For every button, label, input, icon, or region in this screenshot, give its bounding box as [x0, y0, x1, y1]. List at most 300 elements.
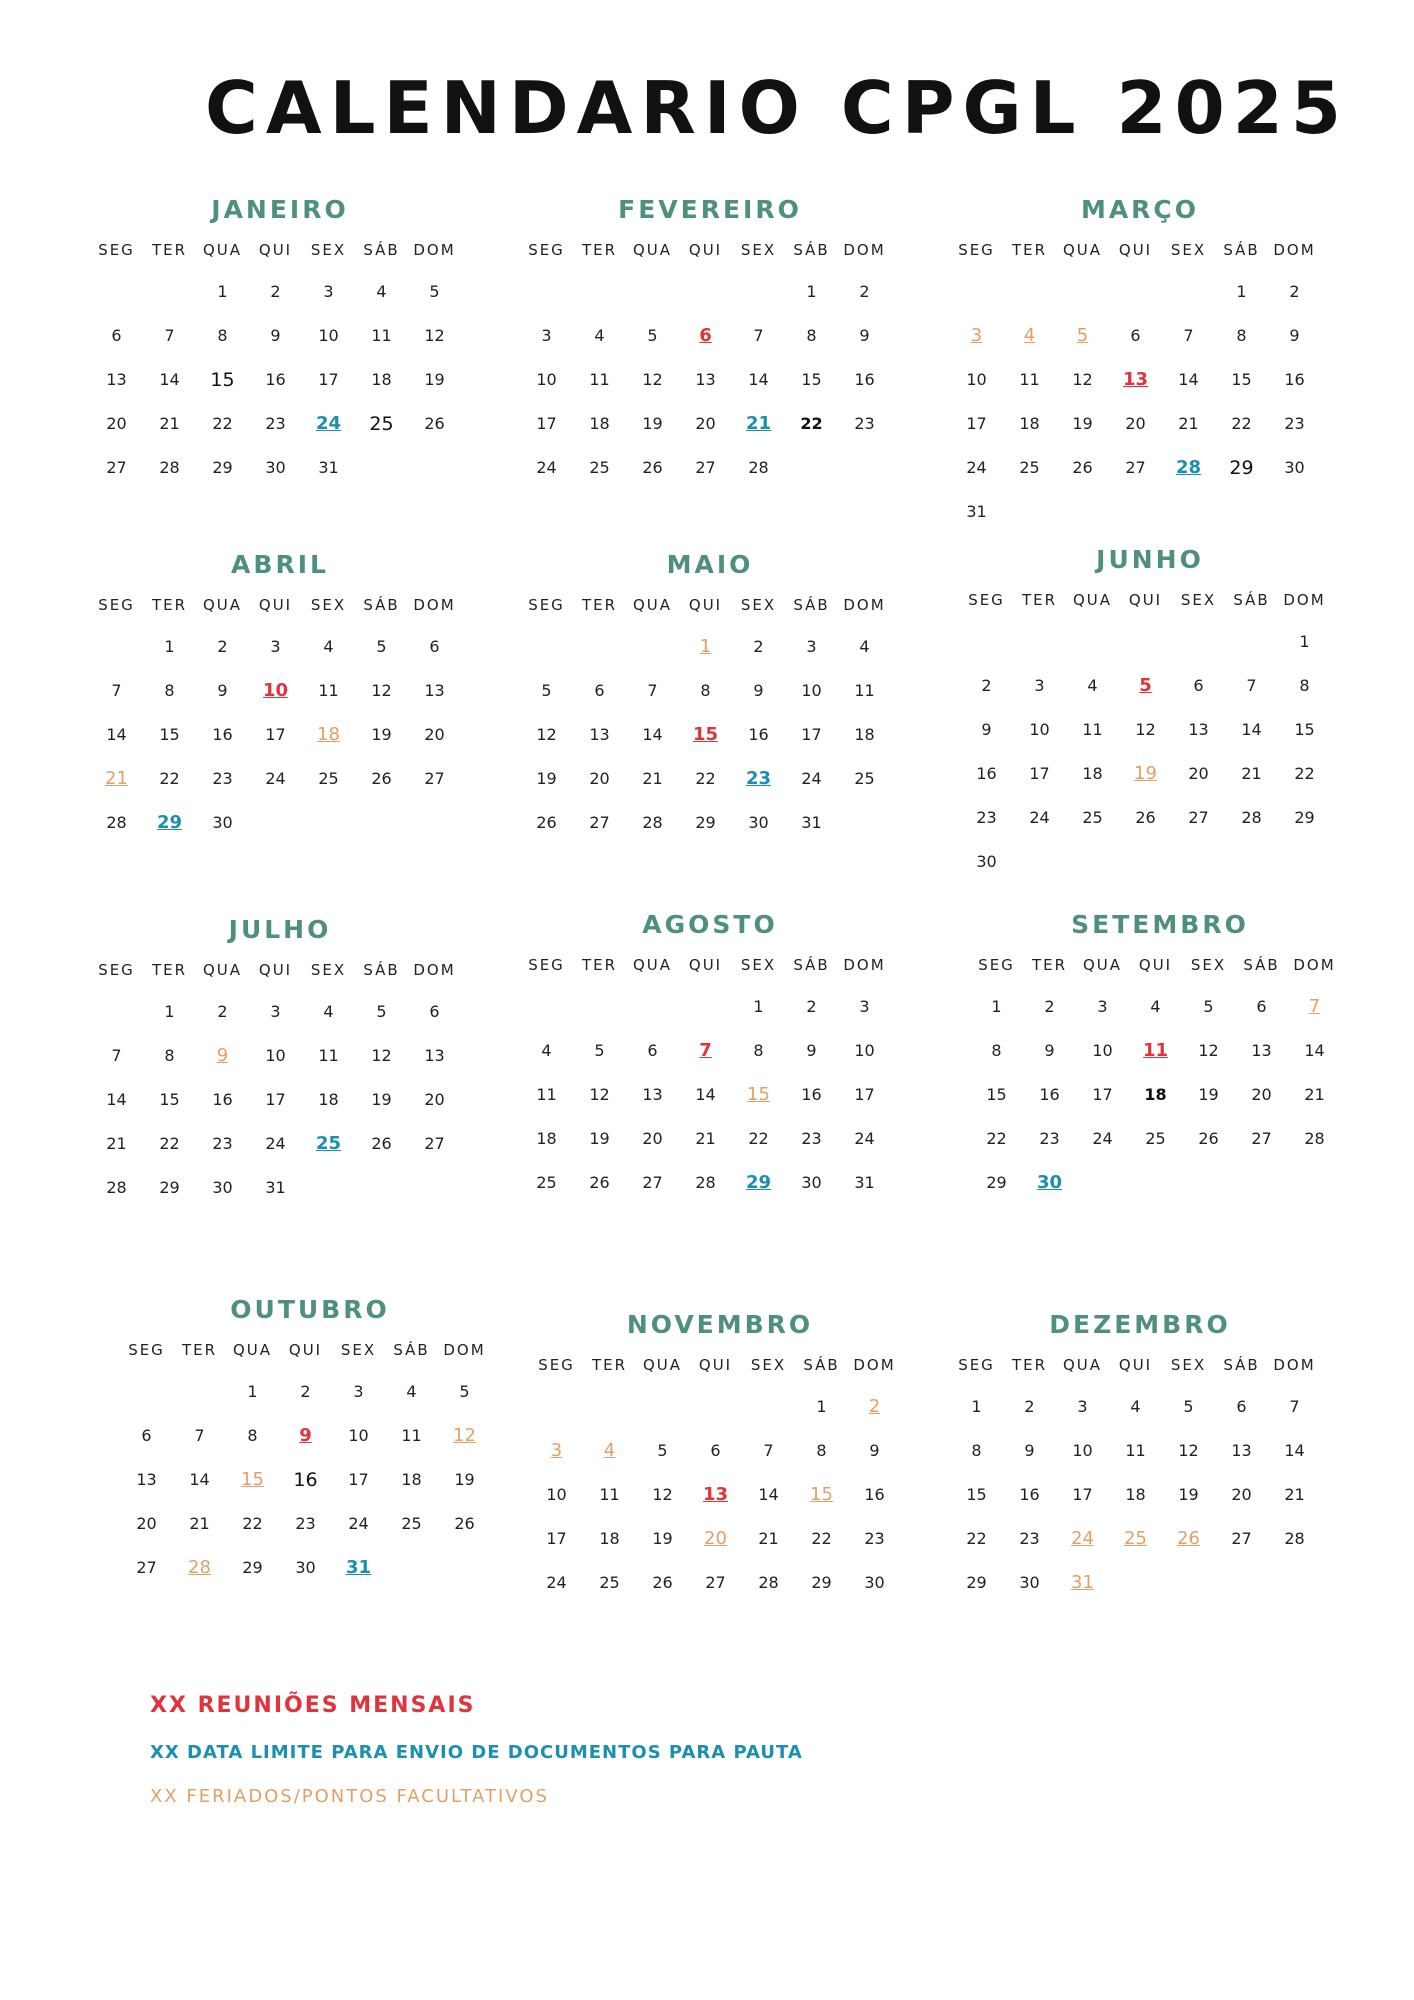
weekday-header: SEX [740, 596, 777, 614]
empty-cell [732, 270, 785, 314]
day-cell: 6 [111, 326, 122, 345]
day-cell: 17 [536, 414, 557, 433]
day-cell: 30 [1019, 1573, 1040, 1592]
day-cell: 29 [1229, 457, 1254, 479]
day-cell-deadline: 28 [1175, 457, 1202, 478]
day-cell: 7 [763, 1441, 774, 1460]
day-cell: 22 [159, 1134, 180, 1153]
day-cell: 14 [1178, 370, 1199, 389]
month-grid [90, 950, 470, 1210]
weekday-header: SÁB [1243, 956, 1280, 974]
day-cell: 9 [859, 326, 870, 345]
day-cell: 11 [1019, 370, 1040, 389]
weekday-header: SEX [1170, 241, 1207, 259]
day-cell: 21 [159, 414, 180, 433]
day-cell-holiday: 2 [868, 1396, 881, 1417]
month-grid [520, 945, 900, 1205]
day-cell: 28 [1304, 1129, 1325, 1148]
day-cell: 29 [159, 1178, 180, 1197]
legend-deadlines: XX DATA LIMITE PARA ENVIO DE DOCUMENTOS PARA PAUTA [150, 1742, 803, 1763]
day-cell: 5 [1203, 997, 1214, 1016]
weekday-header: DOM [843, 596, 886, 614]
weekday-header: QUA [232, 1341, 273, 1359]
day-cell: 18 [401, 1470, 422, 1489]
day-cell: 25 [401, 1514, 422, 1533]
day-cell: 8 [1299, 676, 1310, 695]
day-cell: 20 [1231, 1485, 1252, 1504]
day-cell: 13 [424, 1046, 445, 1065]
weekday-header: QUI [698, 1356, 733, 1374]
day-cell-meeting: 13 [702, 1484, 729, 1505]
day-cell: 1 [164, 1002, 175, 1021]
day-cell: 28 [695, 1173, 716, 1192]
weekday-header: TER [581, 596, 618, 614]
day-cell: 20 [1251, 1085, 1272, 1104]
day-cell: 26 [1072, 458, 1093, 477]
day-cell: 29 [242, 1558, 263, 1577]
day-cell: 2 [806, 997, 817, 1016]
day-cell: 27 [106, 458, 127, 477]
day-cell: 9 [981, 720, 992, 739]
weekday-header: QUI [258, 961, 293, 979]
day-cell: 11 [1082, 720, 1103, 739]
month-marco [950, 190, 1330, 534]
empty-cell [520, 270, 573, 314]
empty-cell [636, 1385, 689, 1429]
day-cell: 14 [189, 1470, 210, 1489]
day-cell: 5 [594, 1041, 605, 1060]
day-cell: 26 [1135, 808, 1156, 827]
day-cell-meeting: 9 [299, 1425, 312, 1446]
day-cell-meeting: 7 [699, 1040, 712, 1061]
day-cell: 1 [247, 1382, 258, 1401]
weekday-header: TER [1031, 956, 1068, 974]
day-cell: 11 [371, 326, 392, 345]
weekday-header: QUA [1062, 241, 1103, 259]
day-cell: 22 [800, 414, 823, 433]
day-cell: 20 [136, 1514, 157, 1533]
empty-cell [90, 625, 143, 669]
day-cell: 30 [801, 1173, 822, 1192]
day-cell: 31 [966, 502, 987, 521]
day-cell: 3 [541, 326, 552, 345]
day-cell: 24 [854, 1129, 875, 1148]
day-cell: 4 [376, 282, 387, 301]
day-cell: 1 [1299, 632, 1310, 651]
weekday-header: TER [581, 241, 618, 259]
day-cell: 20 [106, 414, 127, 433]
day-cell: 1 [816, 1397, 827, 1416]
day-cell: 20 [695, 414, 716, 433]
day-cell: 21 [189, 1514, 210, 1533]
day-cell: 23 [801, 1129, 822, 1148]
weekday-header: QUI [1128, 591, 1163, 609]
empty-cell [1013, 620, 1066, 664]
day-cell: 2 [217, 637, 228, 656]
day-cell: 13 [589, 725, 610, 744]
weekday-header: QUA [1062, 1356, 1103, 1374]
weekday-header: SEG [128, 1341, 165, 1359]
weekday-header: DOM [843, 956, 886, 974]
day-cell: 20 [424, 1090, 445, 1109]
empty-cell [583, 1385, 636, 1429]
day-cell: 30 [212, 813, 233, 832]
day-cell: 30 [976, 852, 997, 871]
day-cell: 25 [369, 413, 394, 435]
day-cell: 16 [854, 370, 875, 389]
day-cell: 16 [265, 370, 286, 389]
day-cell: 18 [371, 370, 392, 389]
day-cell-holiday: 25 [1124, 1528, 1147, 1549]
day-cell: 14 [695, 1085, 716, 1104]
day-cell: 24 [536, 458, 557, 477]
day-cell: 25 [1145, 1129, 1166, 1148]
day-cell: 2 [1024, 1397, 1035, 1416]
day-cell: 31 [854, 1173, 875, 1192]
day-cell-deadline: 29 [156, 812, 183, 833]
day-cell: 7 [1183, 326, 1194, 345]
month-grid [950, 230, 1330, 534]
day-cell: 20 [642, 1129, 663, 1148]
day-cell-holiday: 7 [1308, 996, 1321, 1017]
day-cell: 19 [371, 1090, 392, 1109]
day-cell: 26 [371, 769, 392, 788]
day-cell-holiday: 1 [699, 636, 712, 657]
weekday-header: TER [1011, 241, 1048, 259]
day-cell: 8 [164, 681, 175, 700]
day-cell: 6 [141, 1426, 152, 1445]
month-outubro [120, 1290, 500, 1590]
day-cell: 23 [1019, 1529, 1040, 1548]
day-cell: 12 [536, 725, 557, 744]
month-grid [520, 585, 900, 845]
day-cell: 11 [599, 1485, 620, 1504]
day-cell: 11 [318, 681, 339, 700]
day-cell: 23 [265, 414, 286, 433]
weekday-header: SEG [978, 956, 1015, 974]
day-cell: 8 [247, 1426, 258, 1445]
weekday-header: DOM [853, 1356, 896, 1374]
month-grid [950, 1345, 1330, 1605]
day-cell: 24 [1029, 808, 1050, 827]
day-cell: 8 [753, 1041, 764, 1060]
day-cell: 6 [429, 637, 440, 656]
weekday-header: TER [151, 241, 188, 259]
empty-cell [679, 270, 732, 314]
day-cell: 29 [695, 813, 716, 832]
day-cell: 18 [854, 725, 875, 744]
day-cell-holiday: 5 [1076, 325, 1089, 346]
empty-cell [626, 270, 679, 314]
day-cell: 25 [589, 458, 610, 477]
empty-cell [1172, 620, 1225, 664]
empty-cell [1003, 270, 1056, 314]
day-cell-holiday: 4 [603, 1440, 616, 1461]
day-cell: 10 [801, 681, 822, 700]
day-cell: 16 [293, 1469, 318, 1491]
day-cell: 1 [991, 997, 1002, 1016]
day-cell: 17 [1072, 1485, 1093, 1504]
day-cell-deadline: 23 [745, 768, 772, 789]
day-cell: 3 [270, 637, 281, 656]
day-cell: 22 [159, 769, 180, 788]
day-cell: 27 [136, 1558, 157, 1577]
day-cell: 10 [546, 1485, 567, 1504]
weekday-header: SEG [528, 596, 565, 614]
day-cell: 25 [1019, 458, 1040, 477]
day-cell-meeting: 10 [262, 680, 289, 701]
weekday-header: TER [181, 1341, 218, 1359]
weekday-header: SEX [750, 1356, 787, 1374]
day-cell: 27 [1125, 458, 1146, 477]
weekday-header: SEG [528, 956, 565, 974]
empty-cell [742, 1385, 795, 1429]
day-cell: 19 [642, 414, 663, 433]
day-cell: 3 [323, 282, 334, 301]
month-name: MAIO [666, 550, 754, 579]
day-cell: 27 [1188, 808, 1209, 827]
day-cell: 18 [589, 414, 610, 433]
day-cell: 17 [265, 725, 286, 744]
day-cell: 26 [1198, 1129, 1219, 1148]
day-cell: 10 [966, 370, 987, 389]
day-cell: 11 [854, 681, 875, 700]
month-setembro [970, 905, 1350, 1205]
day-cell: 27 [695, 458, 716, 477]
day-cell: 27 [424, 769, 445, 788]
weekday-header: SEG [98, 241, 135, 259]
day-cell: 28 [758, 1573, 779, 1592]
month-grid [90, 585, 470, 845]
weekday-header: SEX [310, 596, 347, 614]
day-cell-holiday: 19 [1134, 763, 1157, 784]
day-cell: 11 [318, 1046, 339, 1065]
day-cell: 7 [111, 681, 122, 700]
day-cell: 10 [1072, 1441, 1093, 1460]
day-cell: 14 [758, 1485, 779, 1504]
day-cell: 7 [164, 326, 175, 345]
day-cell: 24 [801, 769, 822, 788]
day-cell: 12 [642, 370, 663, 389]
weekday-header: TER [151, 961, 188, 979]
day-cell: 23 [854, 414, 875, 433]
day-cell: 17 [854, 1085, 875, 1104]
day-cell: 23 [1284, 414, 1305, 433]
month-janeiro [90, 190, 470, 490]
empty-cell [90, 270, 143, 314]
day-cell: 11 [1125, 1441, 1146, 1460]
day-cell: 21 [1284, 1485, 1305, 1504]
day-cell: 15 [801, 370, 822, 389]
day-cell: 28 [748, 458, 769, 477]
empty-cell [1066, 620, 1119, 664]
day-cell: 12 [589, 1085, 610, 1104]
day-cell: 3 [1077, 1397, 1088, 1416]
day-cell: 1 [1236, 282, 1247, 301]
day-cell: 15 [1294, 720, 1315, 739]
day-cell: 14 [1304, 1041, 1325, 1060]
weekday-header: SEX [740, 956, 777, 974]
weekday-header: SÁB [1223, 241, 1260, 259]
day-cell: 12 [371, 1046, 392, 1065]
day-cell: 20 [589, 769, 610, 788]
day-cell: 5 [647, 326, 658, 345]
day-cell-holiday: 28 [188, 1557, 211, 1578]
day-cell: 2 [300, 1382, 311, 1401]
day-cell: 15 [159, 1090, 180, 1109]
day-cell: 7 [647, 681, 658, 700]
day-cell: 7 [753, 326, 764, 345]
day-cell: 16 [748, 725, 769, 744]
day-cell: 24 [1092, 1129, 1113, 1148]
day-cell: 29 [1294, 808, 1315, 827]
day-cell: 6 [1256, 997, 1267, 1016]
weekday-header: SÁB [793, 596, 830, 614]
day-cell: 17 [1092, 1085, 1113, 1104]
day-cell: 27 [589, 813, 610, 832]
day-cell: 2 [859, 282, 870, 301]
day-cell: 22 [695, 769, 716, 788]
day-cell: 27 [705, 1573, 726, 1592]
weekday-header: SEX [740, 241, 777, 259]
day-cell: 14 [1241, 720, 1262, 739]
day-cell: 6 [594, 681, 605, 700]
day-cell: 10 [318, 326, 339, 345]
day-cell: 18 [1082, 764, 1103, 783]
day-cell: 1 [164, 637, 175, 656]
day-cell: 9 [869, 1441, 880, 1460]
day-cell: 27 [642, 1173, 663, 1192]
weekday-header: TER [1021, 591, 1058, 609]
day-cell: 22 [811, 1529, 832, 1548]
day-cell: 8 [816, 1441, 827, 1460]
day-cell: 13 [695, 370, 716, 389]
legend-holidays: XX FERIADOS/PONTOS FACULTATIVOS [150, 1786, 549, 1807]
day-cell: 1 [217, 282, 228, 301]
day-cell: 10 [348, 1426, 369, 1445]
day-cell: 20 [1125, 414, 1146, 433]
weekday-header: SÁB [1223, 1356, 1260, 1374]
day-cell: 13 [1251, 1041, 1272, 1060]
day-cell: 21 [1178, 414, 1199, 433]
day-cell-deadline: 25 [315, 1133, 342, 1154]
day-cell: 22 [966, 1529, 987, 1548]
day-cell: 29 [212, 458, 233, 477]
day-cell: 9 [270, 326, 281, 345]
weekday-header: DOM [1293, 956, 1336, 974]
day-cell: 17 [801, 725, 822, 744]
month-grid [960, 580, 1340, 884]
day-cell: 12 [1178, 1441, 1199, 1460]
month-grid [970, 945, 1350, 1205]
day-cell: 29 [811, 1573, 832, 1592]
day-cell: 2 [217, 1002, 228, 1021]
day-cell: 12 [371, 681, 392, 700]
month-julho [90, 910, 470, 1210]
day-cell: 14 [1284, 1441, 1305, 1460]
empty-cell [573, 985, 626, 1029]
weekday-header: SEG [958, 241, 995, 259]
day-cell-holiday: 26 [1177, 1528, 1200, 1549]
day-cell-meeting: 15 [692, 724, 719, 745]
empty-cell [573, 625, 626, 669]
day-cell: 15 [1231, 370, 1252, 389]
day-cell: 23 [212, 769, 233, 788]
day-cell: 3 [353, 1382, 364, 1401]
day-cell-holiday: 9 [216, 1045, 229, 1066]
day-cell: 9 [217, 681, 228, 700]
day-cell: 7 [111, 1046, 122, 1065]
day-cell: 5 [1183, 1397, 1194, 1416]
day-cell: 1 [806, 282, 817, 301]
weekday-header: SEG [98, 596, 135, 614]
day-cell-meeting: 11 [1142, 1040, 1169, 1061]
day-cell-holiday: 12 [453, 1425, 476, 1446]
day-cell: 6 [647, 1041, 658, 1060]
day-cell: 23 [976, 808, 997, 827]
weekday-header: QUI [1118, 241, 1153, 259]
day-cell: 7 [1246, 676, 1257, 695]
day-cell: 24 [348, 1514, 369, 1533]
weekday-header: QUI [688, 956, 723, 974]
day-cell: 8 [806, 326, 817, 345]
day-cell-holiday: 4 [1023, 325, 1036, 346]
day-cell: 30 [748, 813, 769, 832]
day-cell: 4 [323, 637, 334, 656]
day-cell: 8 [164, 1046, 175, 1065]
day-cell: 18 [536, 1129, 557, 1148]
day-cell: 5 [376, 1002, 387, 1021]
empty-cell [530, 1385, 583, 1429]
day-cell: 23 [212, 1134, 233, 1153]
day-cell: 7 [194, 1426, 205, 1445]
weekday-header: QUA [632, 956, 673, 974]
day-cell: 10 [536, 370, 557, 389]
day-cell: 27 [1231, 1529, 1252, 1548]
day-cell: 17 [318, 370, 339, 389]
day-cell: 21 [758, 1529, 779, 1548]
day-cell: 2 [1044, 997, 1055, 1016]
day-cell: 2 [981, 676, 992, 695]
weekday-header: QUA [632, 596, 673, 614]
weekday-header: TER [1011, 1356, 1048, 1374]
day-cell: 13 [1188, 720, 1209, 739]
day-cell: 24 [966, 458, 987, 477]
day-cell: 31 [318, 458, 339, 477]
day-cell: 28 [159, 458, 180, 477]
day-cell: 22 [748, 1129, 769, 1148]
day-cell: 15 [966, 1485, 987, 1504]
day-cell: 26 [424, 414, 445, 433]
month-name: OUTUBRO [230, 1295, 390, 1324]
day-cell: 22 [986, 1129, 1007, 1148]
day-cell: 18 [318, 1090, 339, 1109]
day-cell: 5 [459, 1382, 470, 1401]
day-cell: 15 [159, 725, 180, 744]
weekday-header: SÁB [363, 241, 400, 259]
day-cell: 16 [212, 725, 233, 744]
day-cell: 25 [1082, 808, 1103, 827]
month-name: AGOSTO [642, 910, 778, 939]
weekday-header: SEX [310, 961, 347, 979]
day-cell: 29 [966, 1573, 987, 1592]
day-cell: 4 [541, 1041, 552, 1060]
month-agosto [520, 905, 900, 1205]
day-cell: 5 [376, 637, 387, 656]
month-name: DEZEMBRO [1049, 1310, 1231, 1339]
month-grid [520, 230, 900, 490]
day-cell-holiday: 3 [550, 1440, 563, 1461]
